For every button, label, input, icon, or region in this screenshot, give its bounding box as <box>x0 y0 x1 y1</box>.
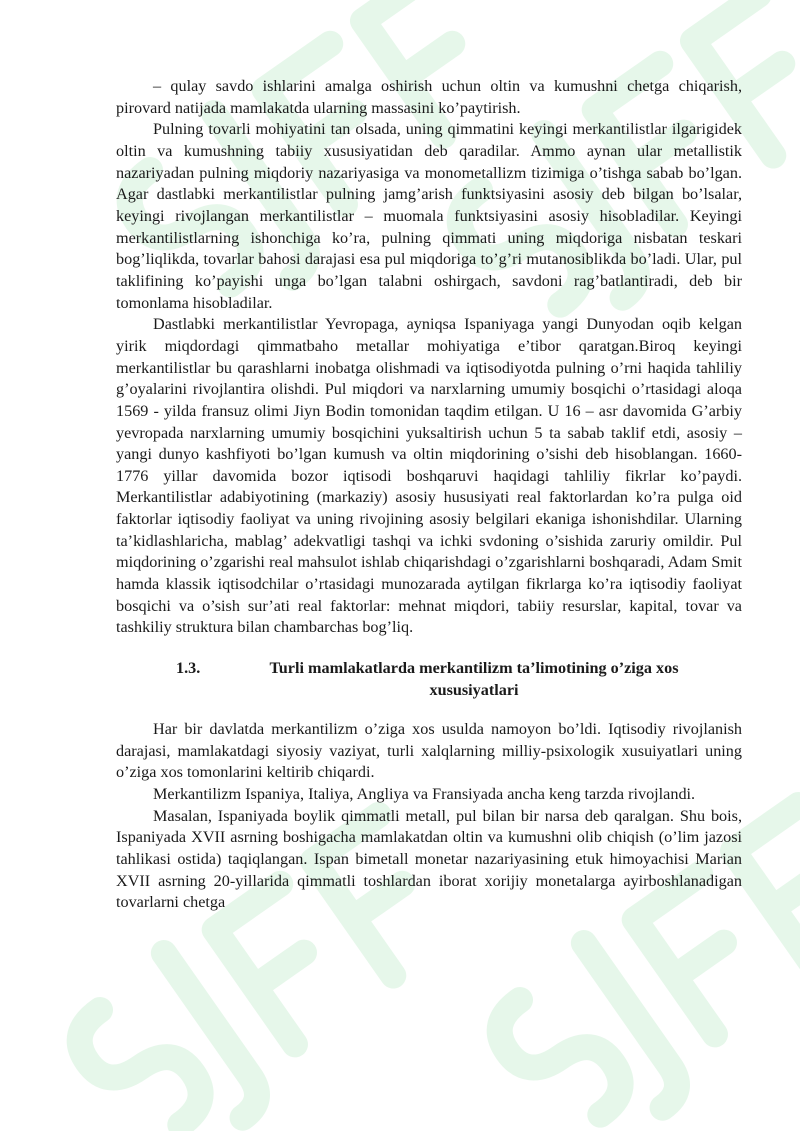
document-body <box>116 76 742 914</box>
paragraph: – qulay savdo ishlarini amalga oshirish uchun oltin va kumushni chetga chiqarish, pirovard natijada mamlakatda ularning massasini ko’paytirish. <box>116 77 742 117</box>
paragraph: Masalan, Ispaniyada boylik qimmatli metall, pul bilan bir narsa deb qaralgan. Shu bois, Ispaniyada XVII asrning boshigacha mamlakatdan oltin va kumushni olib chiqish (o’lim jazosi tahlikasi ostida) taqiqlangan. Ispan bimetall monetar nazariyasining etuk himoyachisi Marian XVII asrning 20-yillarida qimmatli toshlardan iborat xorijiy monetalarga ayirboshlanadigan tovarlarni chetga <box>116 806 742 912</box>
section-number: 1.3. <box>176 659 201 678</box>
paragraph: Har bir davlatda merkantilizm o’ziga xos usulda namoyon bo’ldi. Iqtisodiy rivojlanish darajasi, mamlakatdagi siyosiy vaziyat, turli xalqlarning milliy-psixologik xusuiyatlari uning o’ziga xos tomonlarini keltirib chiqardi. <box>116 720 742 782</box>
paragraph: Dastlabki merkantilistlar Yevropaga, ayniqsa Ispaniyaga yangi Dunyodan oqib kelgan yirik miqdordagi qimmatbaho metallar mohiyatiga e’tibor qaratgan.Biroq keyingi merkantilistlar bu qarashlarni inobatga olishmadi va iqtisodiyotda pulning o’rni haqida tahliliy g’oyalarini rivojlantira olishdi. Pul miqdori va narxlarning umumiy bosqichi o’rtasidagi aloqa 1569 - yilda fransuz olimi Jiyn Bodin tomonidan taqdim etilgan. U 16 – asr davomida G’arbiy yevropada narxlarning umumiy bosqichini yuksaltirish uchun 5 ta sabab taklif etdi, asosiy – yangi dunyo kashfiyoti bo’lgan kumush va oltin miqdorining o’sishi deb hisoblangan. 1660-1776 yillar davomida bozor iqtisodi boshqaruvi haqidagi tahliliy fikrlar ko’paydi. Merkantilistlar adabiyotining (markaziy) asosiy hususiyati real faktorlardan ko’ra pulga oid faktorlar iqtisodiy faoliyat va uning rivojining asosiy belgilari ekaniga ishonishdilar. Ularning ta’kidlashlaricha, mablag’ adekvatligi tashqi va ichki svdoning o’sishida zaruriy omildir. Pul miqdorining o’zgarishi real mahsulot ishlab chiqarishdagi o’zgarishlarni boshqaradi, Adam Smit hamda klassik iqtisodchilar o’rtasidagi munozarada aytilgan fikrlarga ko’ra iqtisodiy faoliyat bosqichi va o’sish sur’ati real faktorlar: mehnat miqdori, tabiiy resurslar, kapital, tovar va tashkiliy struktura bilan chambarchas bog’liq. <box>116 315 742 637</box>
paragraph: Merkantilizm Ispaniya, Italiya, Angliya va Fransiyada ancha keng tarzda rivojlandi. <box>153 785 696 804</box>
section-heading <box>116 657 742 701</box>
paragraph: Pulning tovarli mohiyatini tan olsada, uning qimmatini keyingi merkantilistlar ilgarigidek oltin va kumushning tabiiy xususiyatidan deb qaradilar. Ammo aynan ular metallistik nazariyadan pulning miqdoriy nazariyasiga va monometallizm tizimiga o’tishga sabab bo’lgan. Agar dastlabki merkantilistlar pulning jamg’arish funktsiyasini asosiy deb bilgan bo’lsalar, keyingi rivojlangan merkantilistlar – muomala funktsiyasini asosiy hisobladilar. Keyingi merkantilistlarning ishonchiga ko’ra, pulning qimmati uning miqdoriga nisbatan teskari bog’liqlikda, tovarlar bahosi darajasi esa pul miqdoriga to’g’ri mutanosiblikda bo’ladi. Ular, pul taklifining ko’payishi unga bo’lgan talabni oshirgach, savdoni rag’batlantiradi, deb bir tomonlama hisobladilar. <box>116 120 742 312</box>
section-title: Turli mamlakatlarda merkantilizm ta’limotining o’ziga xos xususiyatlari <box>269 659 679 700</box>
